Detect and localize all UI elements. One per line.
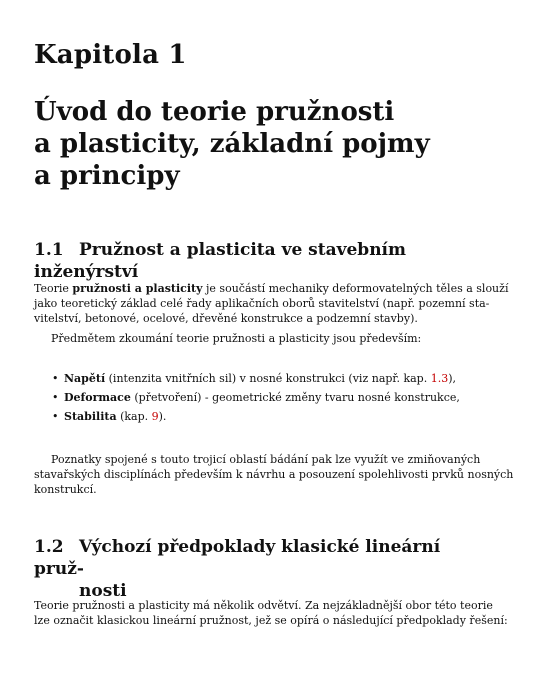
bold-term: Napětí (64, 372, 106, 385)
chapter-label: Kapitola 1 (34, 40, 187, 70)
list-item (34, 369, 486, 388)
section-1-1-paragraph-2 (34, 331, 486, 346)
bullet-icon: • (52, 391, 59, 404)
reference-link[interactable]: 1.3 (430, 372, 449, 385)
chapter-title-line: Úvod do teorie pružnosti (34, 97, 395, 127)
text-run: je součástí mechaniky deformovatelných těles a slouží (202, 282, 509, 295)
section-title: Pružnost a plasticita ve stavebním inženýrství (34, 240, 407, 282)
section-1-1-paragraph-3 (34, 452, 514, 497)
bold-term: Stabilita (64, 410, 117, 423)
text-line: lze označit klasickou lineární pružnost, jež se opírá o následující předpoklady řešení: (34, 614, 508, 627)
section-heading-1-2 (34, 536, 486, 602)
list-item (34, 407, 486, 426)
text-line: jako teoretický základ celé řady aplikačních oborů stavitelství (např. pozemní sta- (34, 297, 490, 310)
bold-term: pružnosti a plasticity (72, 282, 203, 295)
section-number: 1.2 (34, 537, 64, 557)
text-run: (intenzita vnitřních sil) v nosné konstrukci (viz např. kap. (105, 372, 431, 385)
chapter-title-line: a principy (34, 161, 180, 191)
list-item (34, 388, 486, 407)
bullet-icon: • (52, 372, 59, 385)
bold-term: Deformace (64, 391, 131, 404)
chapter-title (34, 96, 494, 192)
section-heading-1-1 (34, 239, 486, 283)
bullet-icon: • (52, 410, 59, 423)
text-run: (přetvoření) - geometrické změny tvaru nosné konstrukce, (130, 391, 460, 404)
text-run: ). (158, 410, 167, 423)
section-1-1-paragraph-1 (34, 281, 509, 326)
text-line: Poznatky spojené s touto trojicí oblastí bádání pak lze využít ve zmiňovaných (51, 453, 481, 466)
text-line: Předmětem zkoumání teorie pružnosti a plasticity jsou především: (51, 332, 422, 345)
text-line: stavařských disciplínách především k návrhu a posouzení spolehlivosti prvků nosných (34, 468, 514, 481)
text-line: vitelství, betonové, ocelové, dřevěné konstrukce a podzemní stavby). (34, 312, 418, 325)
text-run: Teorie (34, 282, 73, 295)
text-run: (kap. (116, 410, 152, 423)
section-1-2-paragraph-1 (34, 598, 508, 628)
section-title: Výchozí předpoklady klasické lineární pruž- (34, 537, 441, 579)
text-run: ), (448, 372, 457, 385)
reference-link[interactable]: 9 (151, 410, 159, 423)
section-title-continuation: nosti (79, 581, 127, 601)
bullet-list (34, 369, 486, 426)
section-number: 1.1 (34, 240, 64, 260)
page (34, 0, 514, 675)
text-line (34, 281, 509, 296)
text-line: Teorie pružnosti a plasticity má několik odvětví. Za nejzákladnější obor této teorie (34, 599, 493, 612)
text-line: konstrukcí. (34, 483, 97, 496)
chapter-title-line: a plasticity, základní pojmy (34, 129, 430, 159)
